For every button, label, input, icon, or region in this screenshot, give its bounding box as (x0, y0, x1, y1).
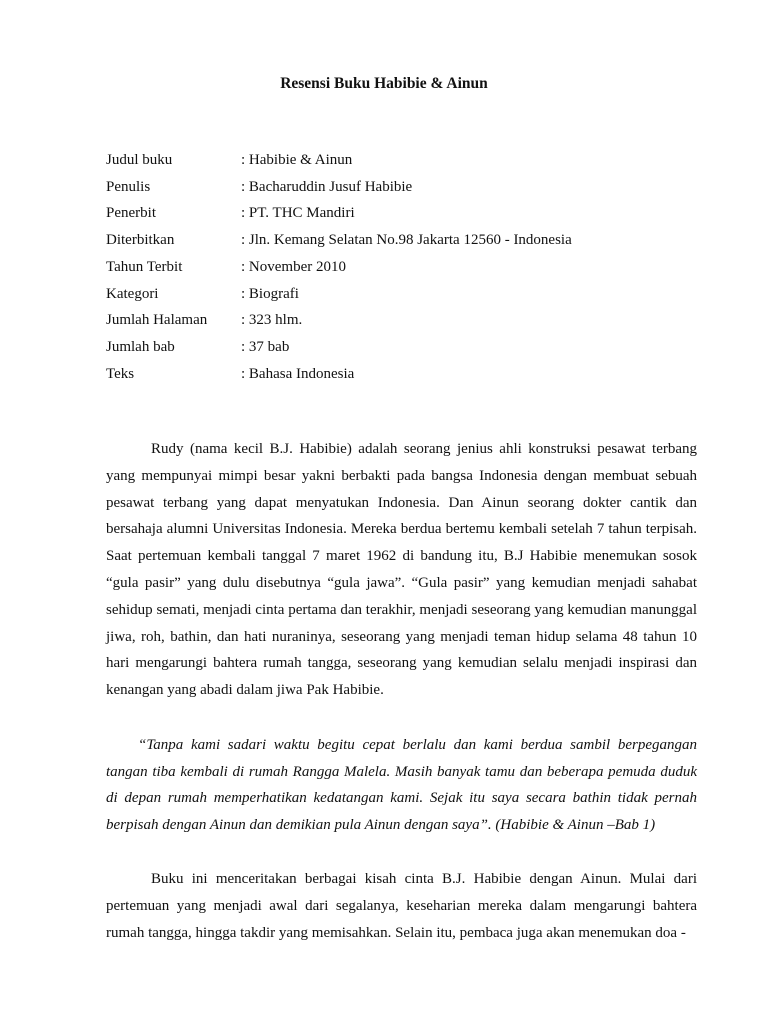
metadata-label: Teks (106, 365, 135, 382)
metadata-label: Judul buku (106, 151, 173, 168)
metadata-label: Kategori (106, 285, 159, 302)
block-quote (106, 732, 697, 838)
metadata-label: Tahun Terbit (106, 258, 183, 275)
metadata-row-penerbit (106, 201, 706, 228)
metadata-value: : Bahasa Indonesia (241, 365, 355, 382)
metadata-row-tahun-terbit (106, 254, 706, 281)
metadata-value: : 323 hlm. (241, 312, 303, 329)
document-title: Resensi Buku Habibie & Ainun (280, 75, 488, 92)
metadata-value: : Biografi (241, 285, 299, 302)
book-metadata-table (106, 147, 706, 388)
metadata-row-penulis (106, 174, 706, 201)
metadata-row-kategori (106, 281, 706, 308)
body-paragraph-summary: Buku ini menceritakan berbagai kisah cinta B.J. Habibie dengan Ainun. Mulai dari pertemuan yang menjadi awal dari segalanya, keseharian mereka dalam mengarungi bahtera rumah tangga, hingga takdir yang memisahkan. Selain itu, pembaca juga akan menemukan doa - (106, 871, 697, 941)
metadata-label: Diterbitkan (106, 232, 175, 249)
metadata-row-jumlah-halaman (106, 308, 706, 335)
metadata-value: : 37 bab (241, 339, 290, 356)
metadata-label: Penulis (106, 178, 151, 195)
metadata-label: Jumlah Halaman (106, 312, 208, 329)
metadata-label: Jumlah bab (106, 339, 175, 356)
metadata-value: : November 2010 (241, 258, 346, 275)
metadata-value: : PT. THC Mandiri (241, 205, 355, 222)
metadata-row-diterbitkan (106, 227, 706, 254)
body-paragraph-intro: Rudy (nama kecil B.J. Habibie) adalah seorang jenius ahli konstruksi pesawat terbang yang mempunyai mimpi besar yakni berbakti pada bangsa Indonesia dengan membuat sebuah pesawat terbang yang dapat menyatukan Indonesia. Dan Ainun seorang dokter cantik dan bersahaja alumni Universitas Indonesia. Mereka berdua bertemu kembali setelah 7 tahun terpisah. Saat pertemuan kembali tanggal 7 maret 1962 di bandung itu, B.J Habibie menemukan sosok “gula pasir” yang dulu disebutnya “gula jawa”. “Gula pasir” yang kemudian menjadi sahabat sehidup semati, menjadi cinta pertama dan terakhir, menjadi seseorang yang kemudian manunggal jiwa, roh, bathin, dan hati nuraninya, seseorang yang menjadi teman hidup selama 48 tahun 10 hari mengarungi bahtera rumah tangga, seseorang yang kemudian selalu menjadi inspirasi dan kenangan yang abadi dalam jiwa Pak Habibie. (106, 441, 697, 699)
metadata-value: : Habibie & Ainun (241, 151, 353, 168)
quote-text: “Tanpa kami sadari waktu begitu cepat berlalu dan kami berdua sambil berpegangan tangan tiba kembali di rumah Rangga Malela. Masih banyak tamu dan beberapa pemuda duduk di depan rumah memperhatikan kedatangan kami. Sejak itu saya secara bathin tidak pernah berpisah dengan Ainun dan demikian pula Ainun dengan saya”. (106, 737, 697, 833)
metadata-row-jumlah-bab (106, 334, 706, 361)
metadata-label: Penerbit (106, 205, 156, 222)
metadata-row-judul (106, 147, 706, 174)
metadata-value: : Bacharuddin Jusuf Habibie (241, 178, 413, 195)
metadata-value: : Jln. Kemang Selatan No.98 Jakarta 12560 - Indonesia (241, 232, 572, 249)
metadata-row-teks (106, 361, 706, 388)
quote-citation: (Habibie & Ainun –Bab 1) (495, 816, 656, 833)
